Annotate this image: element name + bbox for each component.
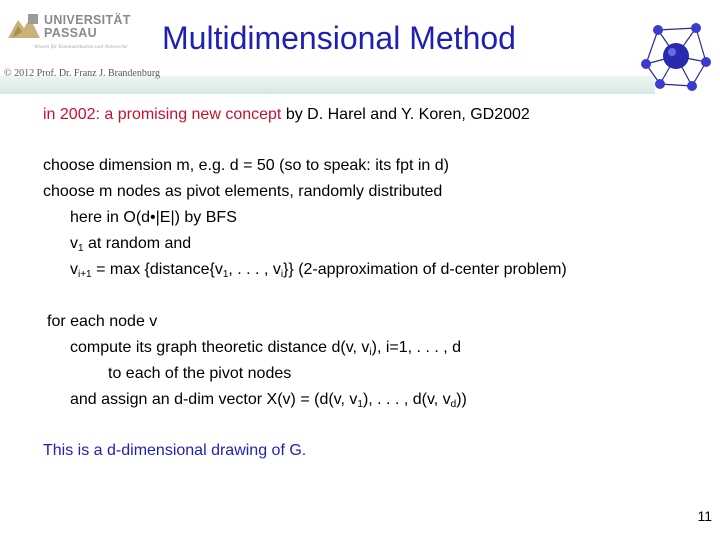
logo-line-2: PASSAU	[44, 26, 97, 40]
line5-part-a: v	[70, 261, 78, 278]
line9-part-b: ), . . . , d(v, v	[362, 391, 451, 408]
logo-tagline: Wissen für Kommunikation und Netzwerke	[34, 44, 128, 50]
text-line-3: here in O(d•|E|) by BFS	[70, 209, 237, 226]
university-logo	[6, 12, 156, 56]
line5-sub-3: i	[280, 269, 284, 280]
page-number: 11	[697, 508, 712, 524]
line4-sub: 1	[78, 243, 84, 254]
intro-highlight: in 2002: a promising new concept	[43, 106, 282, 123]
line9-part-c: ))	[456, 391, 467, 408]
text-line-8: to each of the pivot nodes	[108, 365, 292, 382]
text-line-9	[70, 390, 467, 410]
intro-rest: by D. Harel and Y. Koren, GD2002	[281, 106, 530, 123]
text-line-4	[70, 234, 191, 254]
crest-icon	[6, 12, 42, 42]
line9-sub-2: d	[450, 399, 457, 410]
intro-line	[43, 105, 530, 125]
line4-part-a: v	[70, 235, 78, 252]
copyright-notice: © 2012 Prof. Dr. Franz J. Brandenburg	[4, 68, 161, 79]
line5-sub-1: i+1	[78, 269, 92, 280]
logo-text	[44, 14, 131, 40]
line9-part-a: and assign an d-dim vector X(v) = (d(v, v	[70, 391, 358, 408]
line7-sub: i	[369, 347, 372, 358]
line5-sub-2: 1	[222, 269, 229, 280]
line4-part-b: at random and	[83, 235, 192, 252]
conclusion-line: This is a d-dimensional drawing of G.	[43, 442, 307, 459]
line7-part-a: compute its graph theoretic distance d(v, v	[70, 339, 370, 356]
text-line-2: choose m nodes as pivot elements, randomly distributed	[43, 183, 443, 200]
line7-part-b: ), i=1, . . . , d	[371, 339, 462, 356]
line5-part-d: }} (2-approximation of d-center problem)	[283, 261, 567, 278]
text-line-1: choose dimension m, e.g. d = 50 (so to speak: its fpt in d)	[43, 157, 449, 174]
network-graph-icon	[634, 18, 718, 94]
logo-line-1: UNIVERSITÄT	[44, 13, 131, 27]
line9-sub-1: 1	[357, 399, 363, 410]
text-line-7	[70, 338, 461, 358]
text-line-6: for each node v	[47, 313, 158, 330]
line5-part-b: = max {distance{v	[91, 261, 223, 278]
line5-part-c: , . . . , v	[228, 261, 281, 278]
text-line-5	[70, 260, 567, 280]
page-title: Multidimensional Method	[162, 20, 516, 56]
